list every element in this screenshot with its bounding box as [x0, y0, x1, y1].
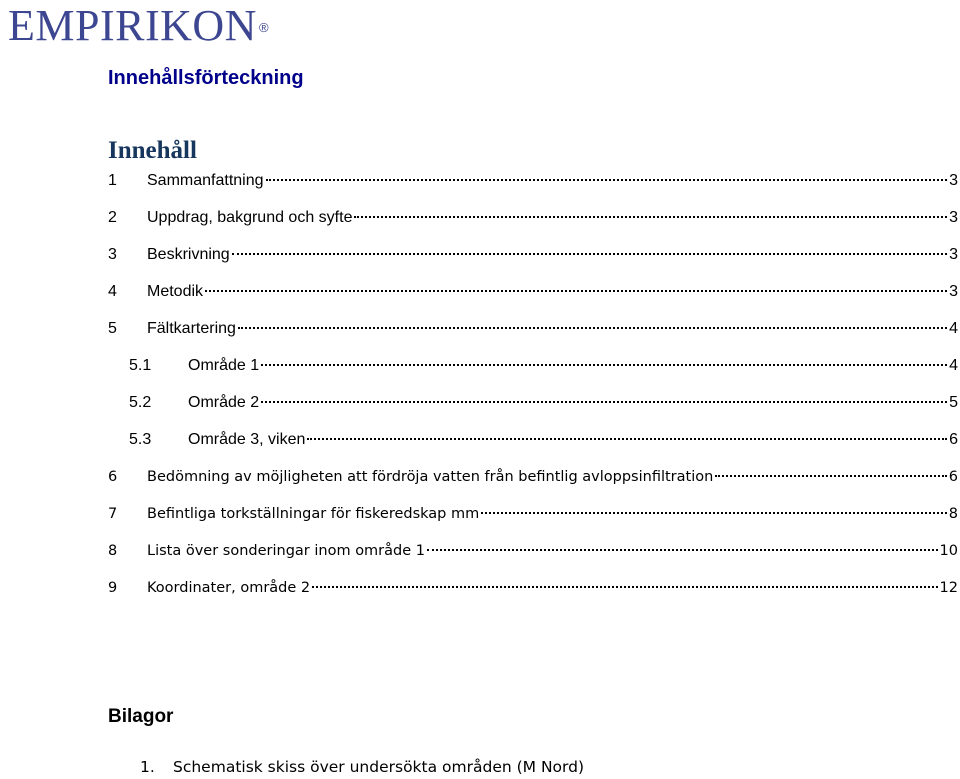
toc-entry-1[interactable] — [108, 168, 960, 205]
toc-entry-text: Fältkartering — [147, 320, 236, 337]
toc-entry-2[interactable] — [108, 205, 960, 242]
toc-title: Innehåll — [108, 137, 197, 164]
toc-entry-number: 5.3 — [129, 431, 152, 448]
page-heading: Innehållsförteckning — [108, 67, 304, 89]
toc-leader-dots — [266, 175, 948, 181]
toc-entry-page: 6 — [949, 431, 958, 448]
toc-entry-page: 10 — [939, 543, 958, 559]
toc-leader-dots — [205, 286, 947, 292]
registered-mark: ® — [258, 20, 270, 35]
toc-entry-4[interactable] — [108, 279, 960, 316]
toc-entry-number: 1 — [108, 172, 117, 189]
toc-entry-text: Bedömning av möjligheten att fördröja vatten från befintlig avloppsinfiltration — [147, 469, 714, 485]
appendix-item — [140, 755, 584, 779]
toc-entry-page: 3 — [949, 209, 958, 226]
toc-entry-number: 5 — [108, 320, 117, 337]
toc-entry-number: 5.2 — [129, 394, 152, 411]
toc-leader-dots — [261, 360, 947, 366]
toc-entry-3[interactable] — [108, 242, 960, 279]
toc-entry-number: 9 — [108, 580, 118, 596]
toc-entry-text: Metodik — [147, 283, 204, 300]
toc-entry-number: 8 — [108, 543, 118, 559]
toc-entry-text: Sammanfattning — [147, 172, 264, 189]
toc-entry-8[interactable] — [108, 538, 960, 575]
toc-entry-5-2[interactable] — [108, 390, 960, 427]
toc-leader-dots — [481, 508, 947, 514]
toc-entry-text: Beskrivning — [147, 246, 230, 263]
toc-entry-text: Område 1 — [188, 357, 260, 374]
toc-entry-5[interactable] — [108, 316, 960, 353]
toc-entry-number: 5.1 — [129, 357, 152, 374]
toc-entry-5-3[interactable] — [108, 427, 960, 464]
toc-leader-dots — [427, 545, 938, 551]
toc-entry-number: 4 — [108, 283, 117, 300]
toc-leader-dots — [307, 434, 947, 440]
table-of-contents — [108, 168, 960, 612]
toc-entry-text: Område 2 — [188, 394, 260, 411]
logo-text: EMPIRIKON — [8, 1, 257, 50]
toc-entry-page: 8 — [948, 506, 958, 522]
toc-entry-7[interactable] — [108, 501, 960, 538]
toc-leader-dots — [261, 397, 947, 403]
toc-entry-number: 3 — [108, 246, 117, 263]
toc-entry-6[interactable] — [108, 464, 960, 501]
toc-entry-page: 6 — [948, 469, 958, 485]
appendix-text: Schematisk skiss över undersökta områden (M Nord) — [173, 758, 585, 776]
toc-entry-text: Område 3, viken — [188, 431, 306, 448]
appendix-number: 1. — [140, 758, 155, 776]
toc-entry-number: 2 — [108, 209, 117, 226]
toc-entry-page: 4 — [949, 320, 958, 337]
toc-entry-text: Befintliga torkställningar för fiskeredskap mm — [147, 506, 480, 522]
toc-entry-page: 5 — [949, 394, 958, 411]
toc-entry-page: 4 — [949, 357, 958, 374]
appendices-title: Bilagor — [108, 706, 174, 727]
toc-entry-9[interactable] — [108, 575, 960, 612]
toc-leader-dots — [715, 471, 946, 477]
toc-leader-dots — [312, 582, 937, 588]
toc-entry-5-1[interactable] — [108, 353, 960, 390]
toc-entry-page: 3 — [949, 246, 958, 263]
toc-entry-text: Koordinater, område 2 — [147, 580, 311, 596]
toc-entry-number: 6 — [108, 469, 118, 485]
toc-entry-text: Uppdrag, bakgrund och syfte — [147, 209, 353, 226]
toc-leader-dots — [354, 212, 947, 218]
toc-entry-number: 7 — [108, 506, 118, 522]
toc-leader-dots — [232, 249, 947, 255]
toc-entry-page: 12 — [939, 580, 958, 596]
toc-entry-text: Lista över sonderingar inom område 1 — [147, 543, 425, 559]
toc-entry-page: 3 — [949, 172, 958, 189]
toc-entry-page: 3 — [949, 283, 958, 300]
company-logo — [8, 1, 270, 50]
toc-leader-dots — [238, 323, 947, 329]
appendices-list — [140, 755, 584, 779]
